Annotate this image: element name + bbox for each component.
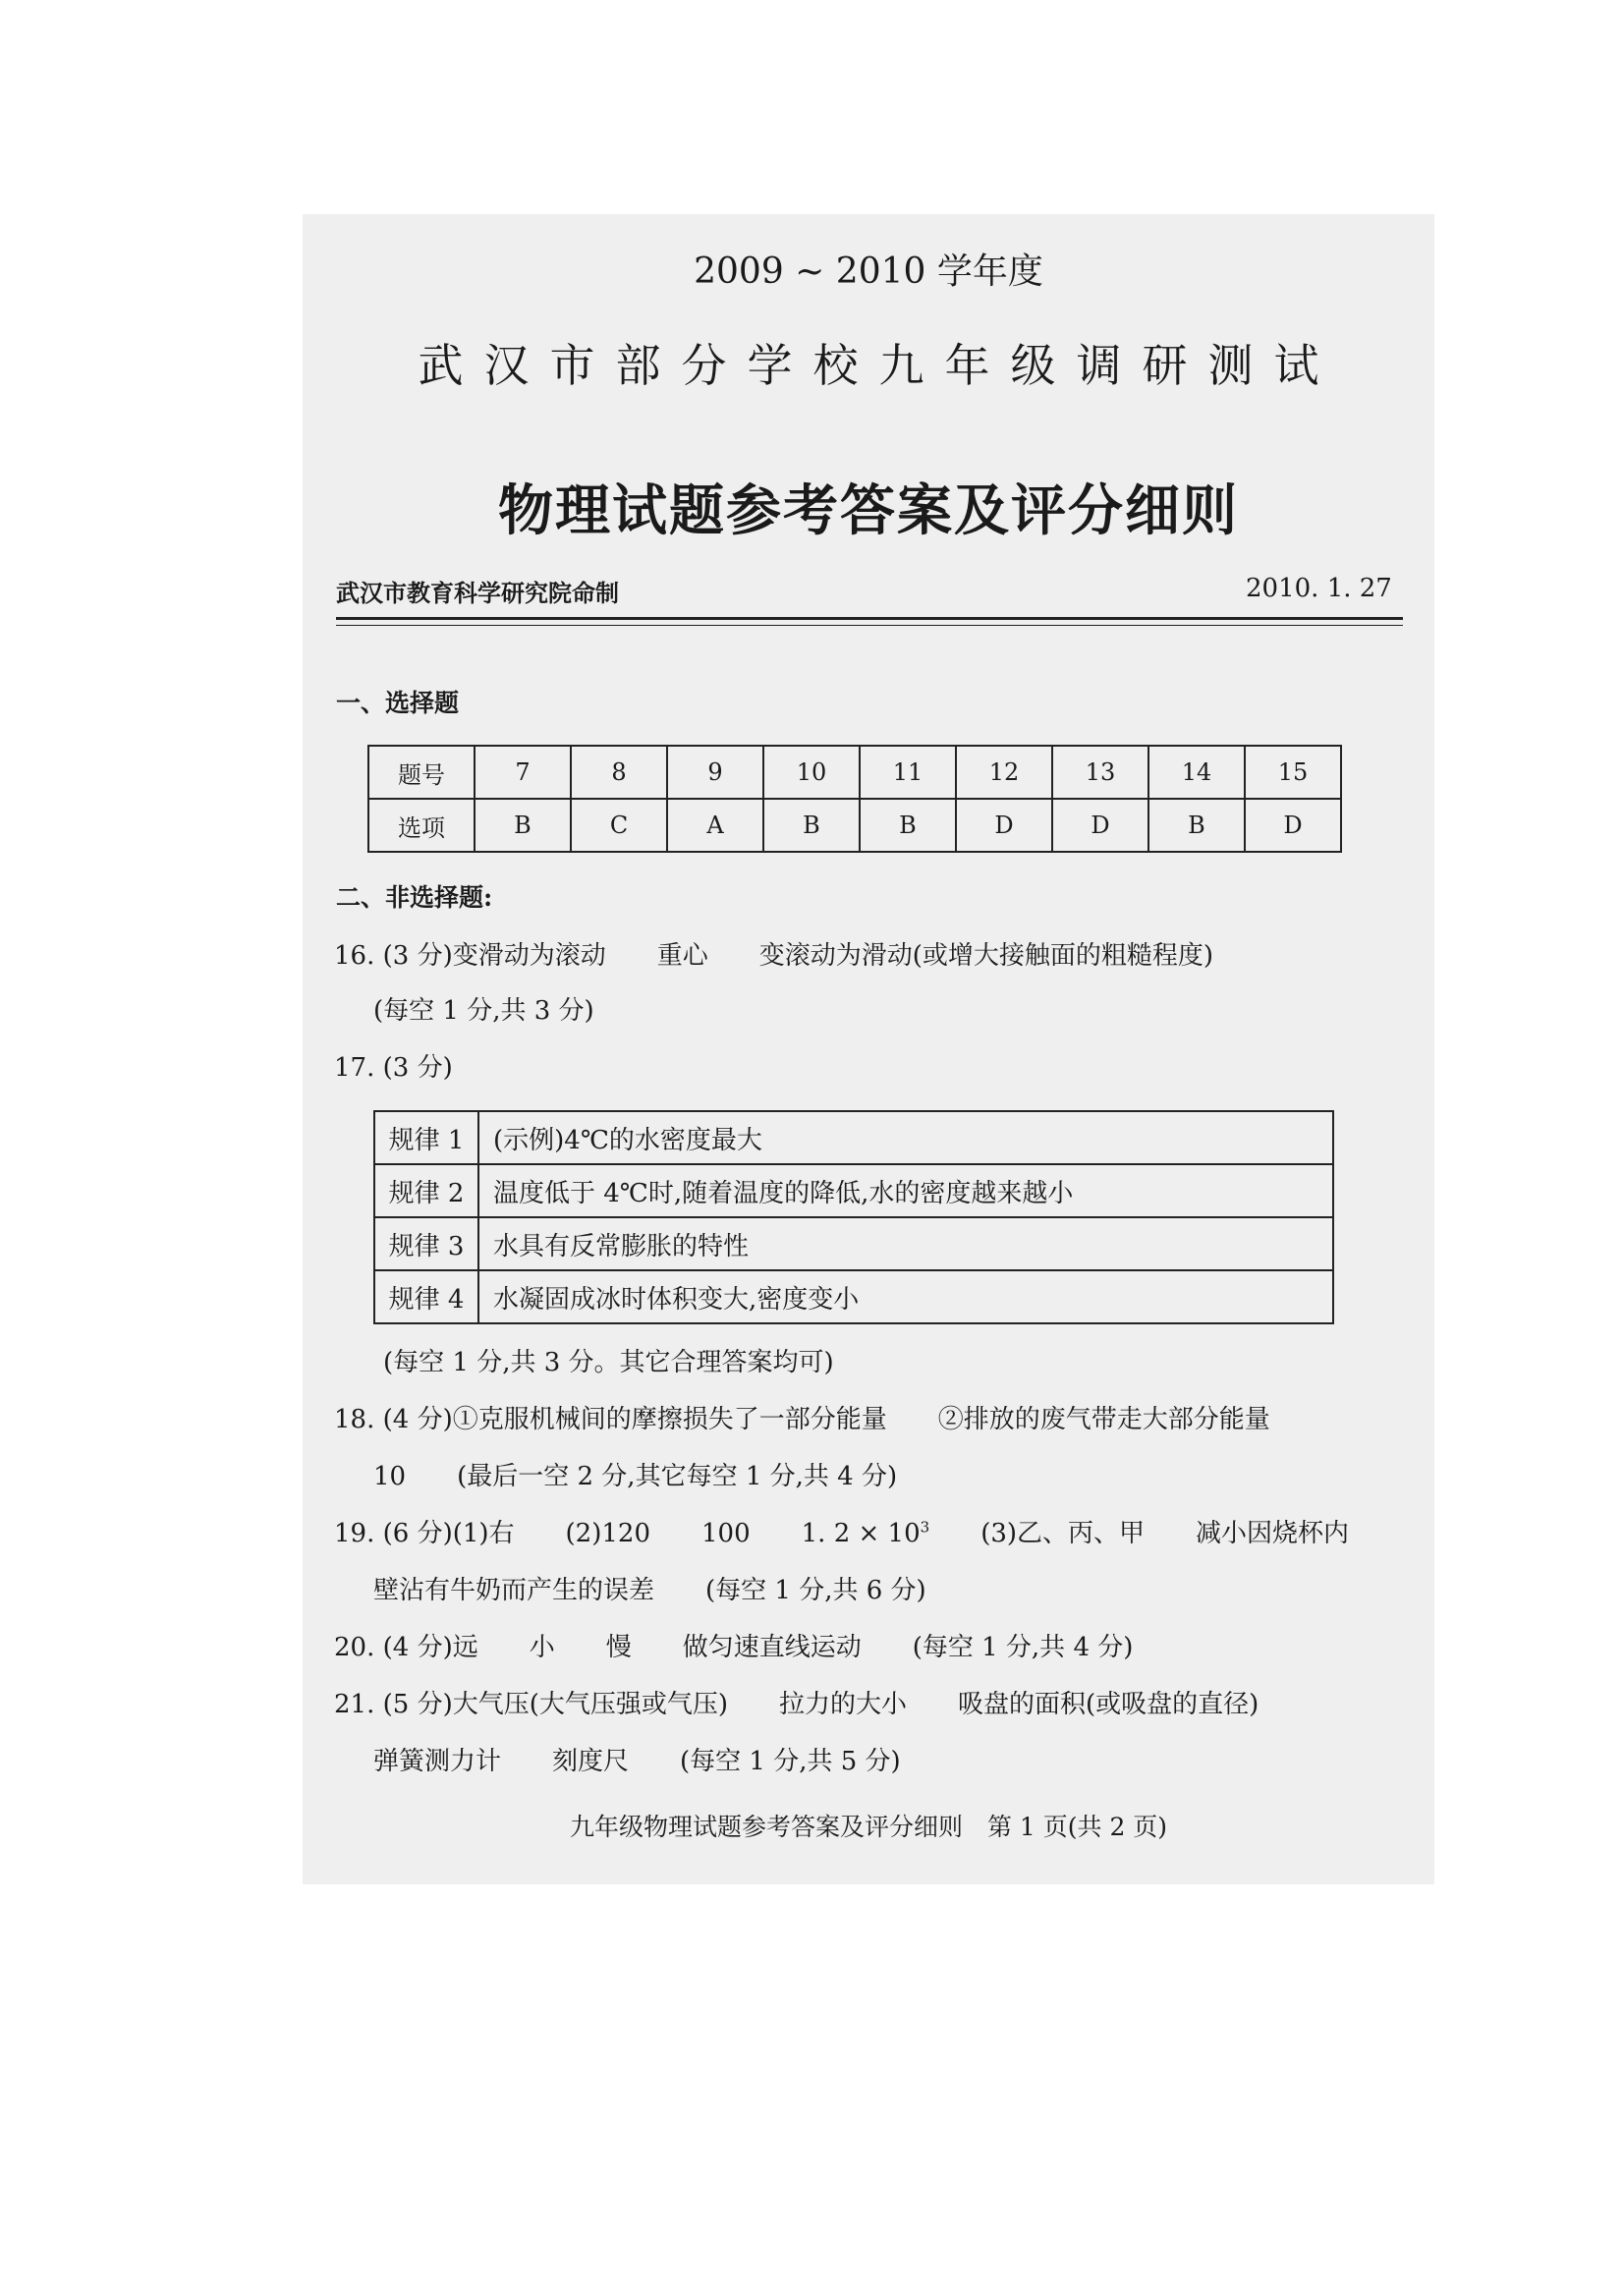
q21-answer: 21. (5 分)大气压(大气压强或气压) 拉力的大小 吸盘的面积(或吸盘的直径): [334, 1690, 1259, 1719]
q19-answer-part2: (3)乙、丙、甲 减小因烧杯内: [929, 1519, 1350, 1548]
row-label: 题号: [368, 746, 475, 799]
question-number-row: [368, 746, 1341, 799]
rule-name: 规律 2: [374, 1164, 478, 1217]
question-number: 13: [1052, 746, 1148, 799]
document-subtitle: 物理试题参考答案及评分细则: [498, 478, 1239, 543]
q16-answer: 16. (3 分)变滑动为滚动 重心 变滚动为滑动(或增大接触面的粗糙程度): [334, 941, 1213, 971]
row-label: 选项: [368, 799, 475, 852]
q18-answer: 18. (4 分)①克服机械间的摩擦损失了一部分能量 ②排放的废气带走大部分能量: [334, 1405, 1270, 1434]
scanned-answer-sheet: [303, 214, 1434, 1884]
question-number: 11: [860, 746, 956, 799]
table-row: [374, 1111, 1333, 1164]
table-row: [374, 1270, 1333, 1323]
answer-option: B: [763, 799, 860, 852]
rule-text: (示例)4℃的水密度最大: [478, 1111, 1333, 1164]
table-row: [374, 1164, 1333, 1217]
answer-option: C: [571, 799, 667, 852]
q19-answer-part1: 19. (6 分)(1)右 (2)120 100 1. 2 × 10: [334, 1519, 921, 1548]
question-number: 7: [475, 746, 571, 799]
question-number: 12: [956, 746, 1052, 799]
rule-name: 规律 4: [374, 1270, 478, 1323]
issuer: 武汉市教育科学研究院命制: [336, 579, 619, 607]
school-year: 2009 ~ 2010 学年度: [694, 252, 1043, 292]
rule-text: 水具有反常膨胀的特性: [478, 1217, 1333, 1270]
question-number: 14: [1148, 746, 1245, 799]
rule-name: 规律 3: [374, 1217, 478, 1270]
table-row: [374, 1217, 1333, 1270]
q17-label: 17. (3 分): [334, 1053, 453, 1083]
answer-option: A: [667, 799, 763, 852]
q20-answer: 20. (4 分)远 小 慢 做匀速直线运动 (每空 1 分,共 4 分): [334, 1633, 1134, 1662]
answer-option: B: [860, 799, 956, 852]
section-heading-non-choice: 二、非选择题:: [336, 883, 493, 912]
q17-rules-table: [373, 1110, 1334, 1324]
question-number: 15: [1245, 746, 1341, 799]
answer-option: D: [1245, 799, 1341, 852]
answer-row: [368, 799, 1341, 852]
question-number: 8: [571, 746, 667, 799]
question-number: 10: [763, 746, 860, 799]
answer-option: B: [1148, 799, 1245, 852]
choice-answer-table: [367, 745, 1342, 853]
rule-text: 温度低于 4℃时,随着温度的降低,水的密度越来越小: [478, 1164, 1333, 1217]
answer-option: D: [1052, 799, 1148, 852]
rule-name: 规律 1: [374, 1111, 478, 1164]
header-rule-thick: [336, 617, 1403, 620]
exam-title: 武汉市部分学校九年级调研测试: [418, 339, 1340, 392]
header-rule-thin: [336, 625, 1403, 626]
q21-scoring: 弹簧测力计 刻度尺 (每空 1 分,共 5 分): [373, 1747, 901, 1776]
rule-text: 水凝固成冰时体积变大,密度变小: [478, 1270, 1333, 1323]
issue-date: 2010. 1. 27: [1246, 574, 1392, 603]
q19-scoring: 壁沾有牛奶而产生的误差 (每空 1 分,共 6 分): [373, 1576, 926, 1605]
q19-exponent: 3: [920, 1518, 930, 1537]
q19-answer: [334, 1513, 1349, 1549]
question-number: 9: [667, 746, 763, 799]
answer-option: D: [956, 799, 1052, 852]
q17-scoring-note: (每空 1 分,共 3 分。其它合理答案均可): [383, 1348, 834, 1377]
answer-option: B: [475, 799, 571, 852]
q18-scoring: 10 (最后一空 2 分,其它每空 1 分,共 4 分): [373, 1462, 898, 1491]
section-heading-choice: 一、选择题: [336, 689, 460, 717]
q16-scoring: (每空 1 分,共 3 分): [373, 996, 594, 1026]
page-footer: 九年级物理试题参考答案及评分细则 第 1 页(共 2 页): [569, 1813, 1168, 1841]
